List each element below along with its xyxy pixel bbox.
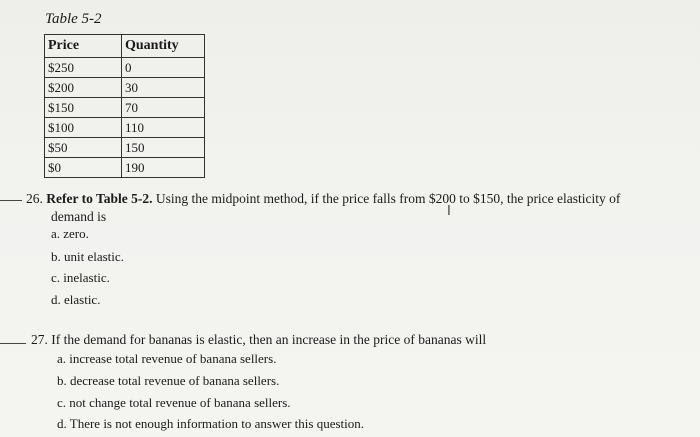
quantity-cell: 150	[122, 138, 205, 158]
answer-blank-26	[0, 200, 22, 201]
question-stem: If the demand for bananas is elastic, then an increase in the price of bananas will	[51, 332, 487, 347]
table-caption: Table 5-2	[45, 11, 102, 27]
quantity-cell: 110	[122, 118, 205, 138]
option-d: d. elastic.	[51, 292, 101, 307]
table-row	[45, 98, 205, 118]
option-a: a. zero.	[51, 226, 89, 241]
option-c: c. not change total revenue of banana sellers.	[57, 395, 291, 410]
quantity-cell: 30	[122, 78, 205, 98]
option-b: b. unit elastic.	[51, 249, 124, 264]
question-number: 26.	[26, 191, 43, 206]
table-row	[45, 138, 205, 158]
question-26	[26, 190, 686, 226]
price-quantity-table	[44, 34, 205, 178]
price-cell: $0	[45, 158, 122, 178]
table-row	[45, 118, 205, 138]
price-cell: $150	[45, 98, 122, 118]
quantity-cell: 0	[122, 58, 205, 78]
price-cell: $200	[45, 78, 122, 98]
text-cursor-icon: I	[447, 204, 451, 219]
table-row	[45, 58, 205, 78]
option-b: b. decrease total revenue of banana sellers.	[57, 373, 280, 388]
price-cell: $100	[45, 118, 122, 138]
question-number: 27.	[31, 332, 48, 347]
table-row	[45, 78, 205, 98]
question-stem: Using the midpoint method, if the price falls from $200 to $150, the price elasticity of	[152, 191, 621, 206]
price-cell: $50	[45, 138, 122, 158]
quantity-cell: 190	[122, 158, 205, 178]
option-d: d. There is not enough information to answer this question.	[57, 416, 365, 431]
table-header-row	[45, 35, 205, 58]
answer-blank-27	[0, 343, 26, 344]
column-header-price: Price	[45, 35, 122, 58]
option-c: c. inelastic.	[51, 270, 110, 285]
option-a: a. increase total revenue of banana sellers.	[57, 351, 277, 366]
table-row	[45, 158, 205, 178]
price-cell: $250	[45, 58, 122, 78]
column-header-quantity: Quantity	[122, 35, 205, 58]
question-reference: Refer to Table 5-2.	[46, 191, 153, 206]
question-27	[31, 331, 671, 349]
question-stem-continued: demand is	[51, 209, 107, 224]
quantity-cell: 70	[122, 98, 205, 118]
